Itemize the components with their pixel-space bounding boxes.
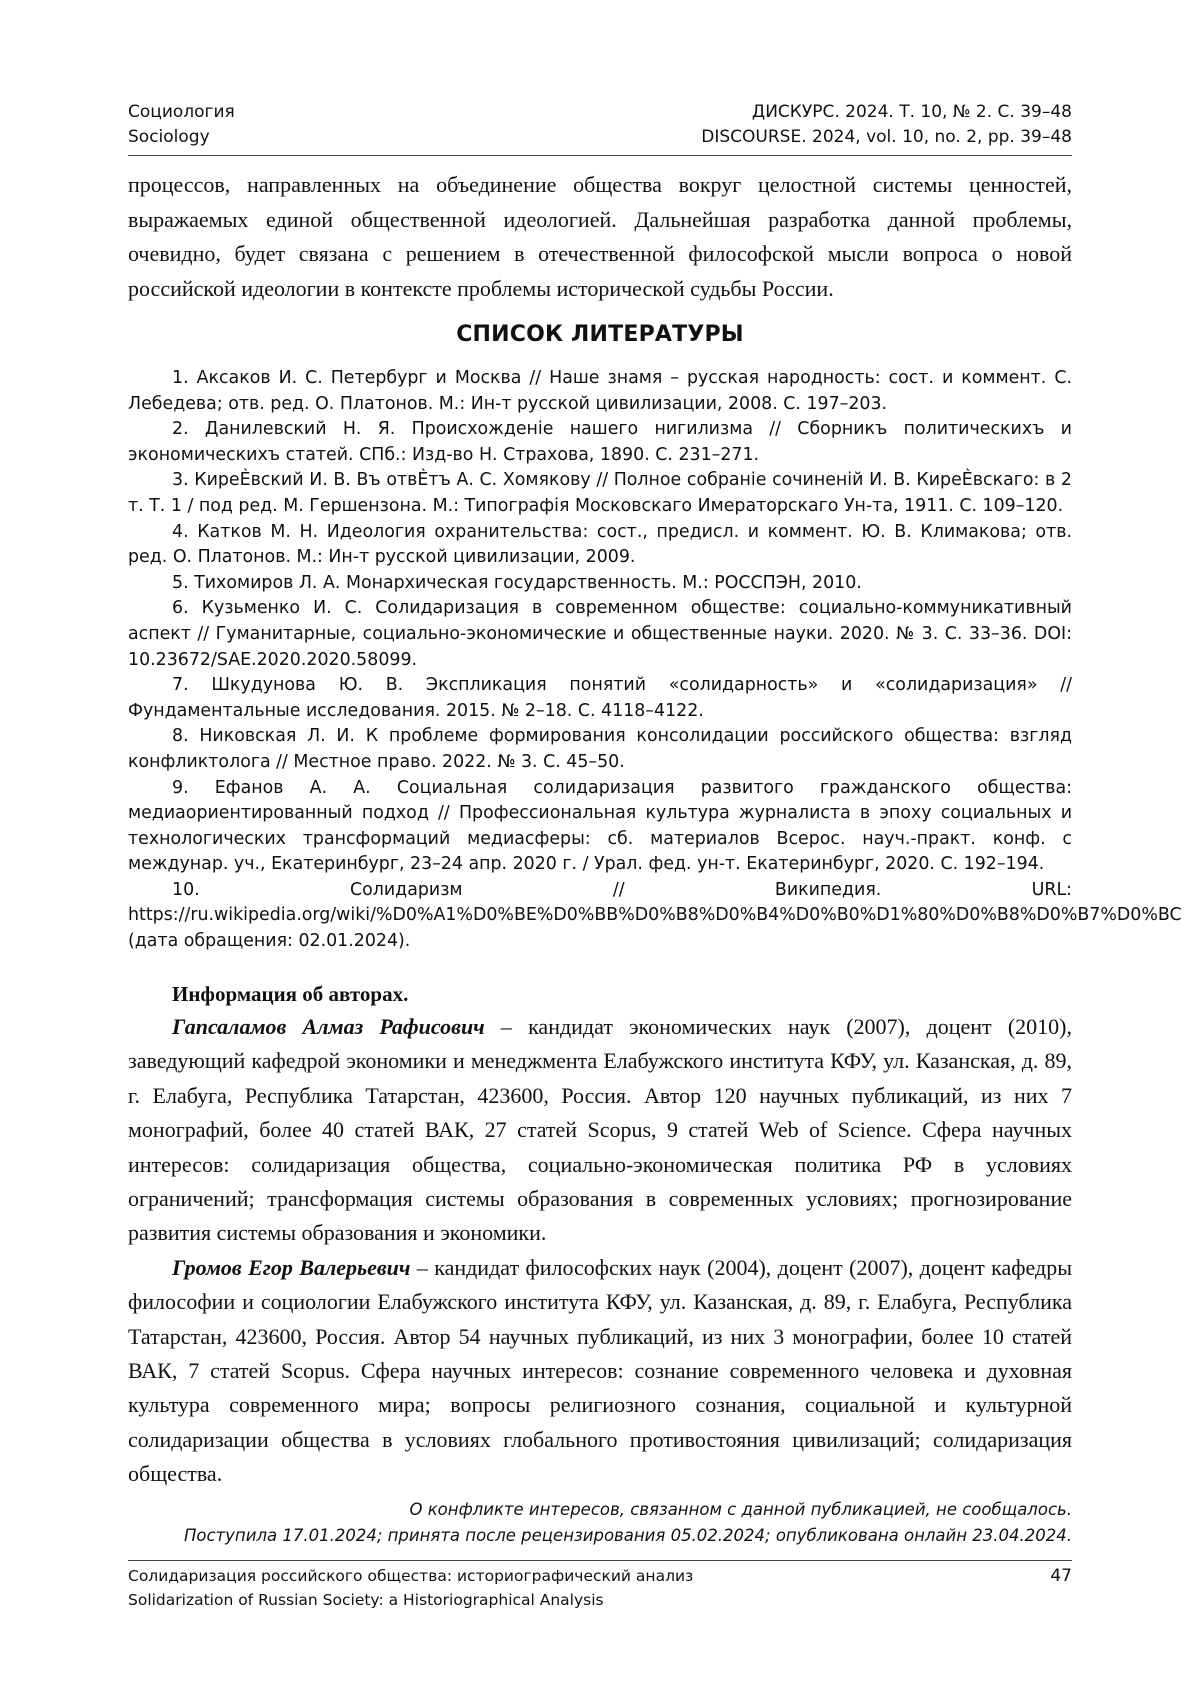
running-header	[128, 100, 1072, 150]
intro-paragraph: процессов, направленных на объединение общества вокруг целостной системы ценностей, выражаемых единой общественной идеологией. Дальнейшая разработка данной проблемы, очевидно, будет связана с решением в отечественной философской мысли вопроса о новой российской идеологии в контексте проблемы исторической судьбы России.	[128, 172, 1072, 301]
author-bio	[128, 1010, 1072, 1251]
publication-notes	[128, 1497, 1072, 1549]
reference-item: 7. Шкудунова Ю. В. Экспликация понятий «солидарность» и «солидаризация» // Фундаментальные исследования. 2015. № 2–18. С. 4118–4122.	[128, 675, 1072, 721]
references-title: СПИСОК ЛИТЕРАТУРЫ	[456, 322, 744, 347]
reference-item: 4. Катков М. Н. Идеология охранительства: сост., предисл. и коммент. Ю. В. Климакова; отв. ред. О. Платонов. М.: Ин-т русской цивилизации, 2009.	[128, 521, 1072, 568]
header-section-en: Sociology	[128, 127, 210, 147]
reference-item: 3. КиреЀвский И. В. Въ отвЀтъ А. С. Хомякову // Полное собраніе сочиненій И. В. КиреЀвскаго: в 2 т. Т. 1 / под ред. М. Гершензона. М.: Типографія Московскаго Имераторскаго Ун-та, 1911. С. 109–120.	[128, 470, 1072, 516]
author-name: Громов Егор Валерьевич	[172, 1254, 411, 1280]
header-section-ru: Социология	[128, 102, 235, 122]
header-journal-ru: ДИСКУРС. 2024. Т. 10, № 2. С. 39–48	[751, 102, 1072, 122]
dates-note: Поступила 17.01.2024; принята после рецензирования 05.02.2024; опубликована онлайн 23.04.2024.	[183, 1526, 1072, 1545]
author-description: – кандидат философских наук (2004), доцент (2007), доцент кафедры философии и социологии Елабужского института КФУ, ул. Казанская, д. 89, г. Елабуга, Республика Татарстан, 423600, Россия. Автор 54 научных публикаций, из них 3 монографии, более 10 статей ВАК, 7 статей Scopus. Сфера научных интересов: сознание современного человека и духовная культура современного мира; вопросы религиозного сознания, социальной и культурной солидаризации общества в условиях глобального противостояния цивилизаций; солидаризация общества.	[128, 1254, 1072, 1487]
author-bio	[128, 1251, 1072, 1492]
authors-section	[128, 978, 1072, 1492]
page-number: 47	[1050, 1566, 1072, 1586]
reference-item: 1. Аксаков И. С. Петербург и Москва // Наше знамя – русская народность: сост. и коммент. С. Лебедева; отв. ред. О. Платонов. М.: Ин-т русской цивилизации, 2008. С. 197–203.	[128, 368, 1072, 414]
references-list	[128, 366, 1182, 955]
header-divider	[128, 155, 1072, 156]
reference-item: 10. Солидаризм // Википедия. URL: https://ru.wikipedia.org/wiki/%D0%A1%D0%BE%D0%BB%D0%B8%D0%B4%D0%B0%D1%80%D0%B8%D0%B7%D0%BC (дата обращения: 02.01.2024).	[128, 879, 1182, 952]
header-section	[128, 100, 235, 150]
reference-item: 9. Ефанов А. А. Социальная солидаризация развитого гражданского общества: медиаориентированный подход // Профессиональная культура журналиста в эпоху социальных и технологических трансформаций медиасферы: сб. материалов Всерос. науч.-практ. конф. с междунар. уч., Екатеринбург, 23–24 апр. 2020 г. / Урал. фед. ун-т. Екатеринбург, 2020. С. 192–194.	[128, 777, 1072, 875]
reference-item: 8. Никовская Л. И. К проблеме формирования консолидации российского общества: взгляд конфликтолога // Местное право. 2022. № 3. С. 45–50.	[128, 726, 1072, 772]
footer-divider	[128, 1560, 1072, 1561]
author-name: Гапсаламов Алмаз Рафисович	[172, 1014, 485, 1039]
header-journal	[701, 100, 1072, 150]
footer-title-en: Solidarization of Russian Society: a Historiographical Analysis	[128, 1591, 604, 1609]
reference-item: 5. Тихомиров Л. А. Монархическая государственность. М.: РОССПЭН, 2010.	[172, 572, 862, 593]
header-journal-en: DISCOURSE. 2024, vol. 10, no. 2, pp. 39–48	[701, 127, 1072, 147]
footer-title-ru: Солидаризация российского общества: историографический анализ	[128, 1567, 694, 1585]
reference-item: 2. Данилевский Н. Я. Происхожденіе нашего нигилизма // Сборникъ политическихъ и экономическихъ статей. СПб.: Изд-во Н. Страхова, 1890. С. 231–271.	[128, 419, 1072, 465]
author-description: – кандидат экономических наук (2007), доцент (2010), заведующий кафедрой экономики и менеджмента Елабужского института КФУ, ул. Казанская, д. 89, г. Елабуга, Республика Татарстан, 423600, Россия. Автор 120 научных публикаций, из них 7 монографий, более 40 статей ВАК, 27 статей Scopus, 9 статей Web of Science. Сфера научных интересов: солидаризация общества, социально-экономическая политика РФ в условиях ограничений; трансформация системы образования в современных условиях; прогнозирование развития системы образования и экономики.	[128, 1014, 1072, 1246]
conflict-note: О конфликте интересов, связанном с данной публикацией, не сообщалось.	[409, 1500, 1072, 1519]
running-footer	[128, 1564, 1072, 1614]
reference-item: 6. Кузьменко И. С. Солидаризация в современном обществе: социально-коммуникативный аспект // Гуманитарные, социально-экономические и общественные науки. 2020. № 3. С. 33–36. DOI: 10.23672/SAE.2020.2020.58099.	[128, 598, 1072, 670]
authors-heading: Информация об авторах.	[172, 982, 409, 1006]
footer-title	[128, 1564, 693, 1612]
